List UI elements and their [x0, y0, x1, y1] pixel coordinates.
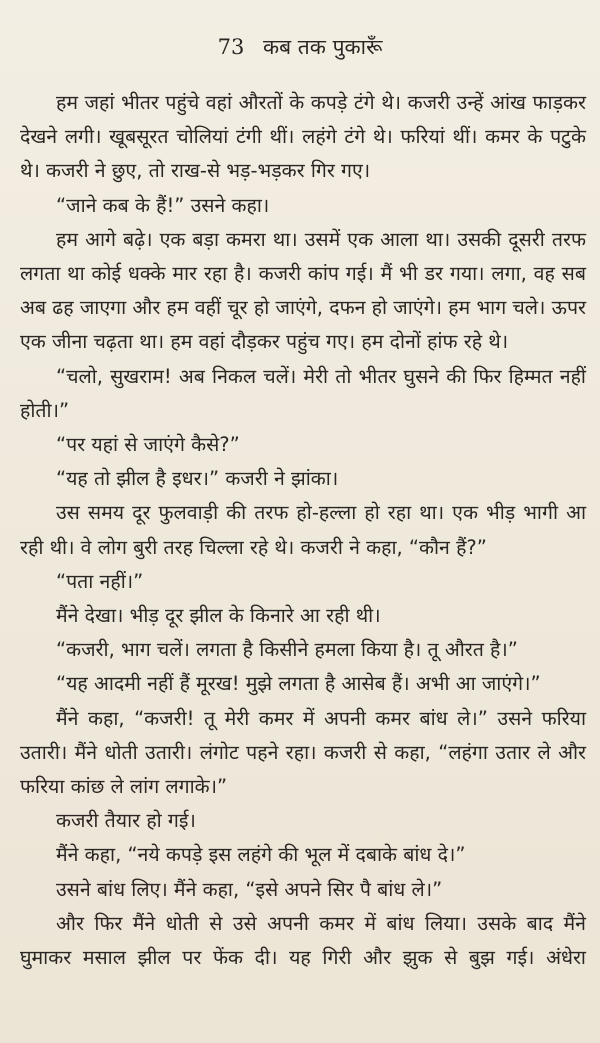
- paragraph: “यह तो झील है इधर।” कजरी ने झांका।: [56, 467, 339, 491]
- paragraph: “कजरी, भाग चलें। लगता है किसीने हमला किया है। तू औरत है।”: [56, 638, 518, 662]
- page-number: 73: [217, 35, 245, 59]
- paragraph: “जाने कब के हैं!” उसने कहा।: [56, 193, 270, 217]
- paragraph: “यह आदमी नहीं हैं मूरख! मुझे लगता है आसेब हैं। अभी आ जाएंगे।”: [56, 672, 541, 696]
- paragraph: “चलो, सुखराम! अब निकल चलें। मेरी तो भीतर घुसने की फिर हिम्मत नहीं होती।”: [20, 364, 586, 422]
- paragraph: उस समय दूर फुलवाड़ी की तरफ हो-हल्ला हो रहा था। एक भीड़ भागी आ रही थी। वे लोग बुरी तरह चिल्ला रहे थे। कजरी ने कहा, “कौन हैं?”: [20, 501, 586, 559]
- paragraph: मैंने कहा, “कजरी! तू मेरी कमर में अपनी कमर बांध ले।” उसने फरिया उतारी। मैंने धोती उतारी। लंगोट पहने रहा। कजरी से कहा, “लहंगा उतार ले और फरिया कांछ ले लांग लगाके।”: [20, 706, 586, 799]
- paragraph: और फिर मैंने धोती से उसे अपनी कमर में बांध लिया। उसके बाद मैंने घुमाकर मसाल झील पर फेंक दी। यह गिरी और झुक से बुझ गई। अंधेरा: [20, 911, 586, 970]
- running-header: [0, 32, 600, 62]
- paragraph: हम जहां भीतर पहुंचे वहां औरतों के कपड़े टंगे थे। कजरी उन्हें आंख फाड़कर देखने लगी। खूबसूरत चोलियां टंगी थीं। लहंगे टंगे थे। फरियां थीं। कमर के पटुके थे। कजरी ने छुए, तो राख-से भड़-भड़कर गिर गए।: [20, 91, 586, 183]
- paragraph: मैंने देखा। भीड़ दूर झील के किनारे आ रही थी।: [56, 604, 381, 628]
- paragraph: हम आगे बढ़े। एक बड़ा कमरा था। उसमें एक आला था। उसकी दूसरी तरफ लगता था कोई धक्के मार रहा है। कजरी कांप गई। मैं भी डर गया। लगा, वह सब अब ढह जाएगा और हम वहीं चूर हो जाएंगे, दफन हो जाएंगे। हम भाग चले। ऊपर एक जीना चढ़ता था। हम वहां दौड़कर पहुंच गए। हम दोनों हांफ रहे थे।: [20, 227, 586, 354]
- book-title: कब तक पुकारूँ: [263, 35, 383, 59]
- paragraph: “पता नहीं।”: [56, 569, 144, 593]
- paragraph: कजरी तैयार हो गई।: [56, 809, 196, 833]
- body-text: [20, 86, 586, 975]
- paragraph: मैंने कहा, “नये कपड़े इस लहंगे की भूल में दबाके बांध दे।”: [56, 843, 466, 867]
- paragraph: “पर यहां से जाएंगे कैसे?”: [56, 433, 240, 457]
- paragraph: उसने बांध लिए। मैंने कहा, “इसे अपने सिर पै बांध ले।”: [56, 877, 443, 901]
